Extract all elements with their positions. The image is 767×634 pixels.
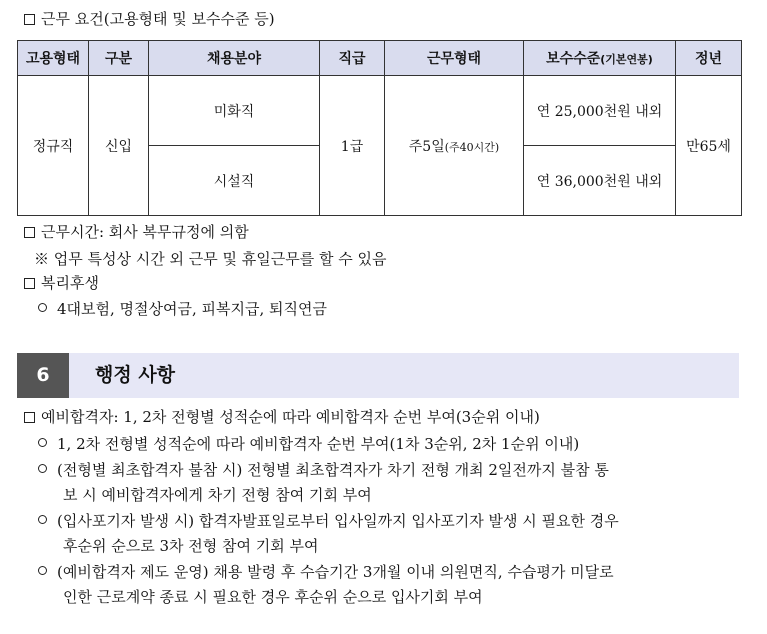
welfare-heading [24,273,99,293]
circle-bullet-icon [38,438,47,447]
admin-item-4-line2: 인한 근로계약 종료 시 필요한 경우 후순위 순으로 입사기회 부여 [63,588,483,606]
welfare-item-text: 4대보험, 명절상여금, 피복지급, 퇴직연금 [57,300,327,318]
header-field: 채용분야 [149,41,320,76]
table-header-row [18,41,742,76]
section-title: 행정 사항 [95,364,176,386]
admin-item-3 [38,511,619,531]
conditions-table [17,40,742,216]
checkbox-square-icon [24,412,35,423]
work-type-main: 주5일 [408,138,445,155]
cell-field-2: 시설직 [149,146,320,216]
admin-item-1 [38,434,579,454]
header-retirement: 정년 [676,41,742,76]
work-hours [24,222,249,242]
admin-item-4-line1: (예비합격자 제도 운영) 채용 발령 후 수습기간 3개월 이내 의원면직, 수습평가 미달로 [57,563,614,581]
circle-bullet-icon [38,515,47,524]
checkbox-square-icon [24,227,35,238]
circle-bullet-icon [38,303,47,312]
admin-main [24,407,540,427]
cell-salary-2: 연 36,000천원 내외 [524,146,676,216]
admin-item-2 [38,460,609,480]
header-employment-type: 고용형태 [18,41,89,76]
circle-bullet-icon [38,464,47,473]
header-salary [524,41,676,76]
checkbox-square-icon [24,278,35,289]
cell-employment-type: 정규직 [18,76,89,216]
checkbox-square-icon [24,14,35,25]
circle-bullet-icon [38,566,47,575]
section-number: 6 [17,353,69,398]
work-type-sub: (주40시간) [444,140,500,154]
work-note: ※ 업무 특성상 시간 외 근무 및 휴일근무를 할 수 있음 [34,250,387,268]
admin-item-3-line1: (입사포기자 발생 시) 합격자발표일로부터 입사일까지 입사포기자 발생 시 필요한 경우 [57,512,619,530]
cell-salary-1: 연 25,000천원 내외 [524,76,676,146]
admin-item-2-line1: (전형별 최초합격자 불참 시) 전형별 최초합격자가 차기 전형 개최 2일전까지 불참 통 [57,461,609,479]
admin-item-4 [38,562,614,582]
welfare-item [38,299,327,319]
admin-item-2-line2: 보 시 예비합격자에게 차기 전형 참여 기회 부여 [63,486,372,504]
conditions-heading [24,9,275,29]
table-row [18,76,742,146]
header-work-type: 근무형태 [385,41,524,76]
header-salary-sub: (기본연봉) [600,53,653,66]
conditions-heading-text: 근무 요건(고용형태 및 보수수준 등) [41,10,275,28]
cell-retirement: 만65세 [676,76,742,216]
header-grade: 직급 [320,41,385,76]
header-category: 구분 [89,41,149,76]
work-hours-text: 근무시간: 회사 복무규정에 의함 [41,223,249,241]
admin-item-1-text: 1, 2차 전형별 성적순에 따라 예비합격자 순번 부여(1차 3순위, 2차 1순위 이내) [57,435,580,453]
cell-category: 신입 [89,76,149,216]
admin-item-3-line2: 후순위 순으로 3차 전형 참여 기회 부여 [63,537,319,555]
cell-work-type [385,76,524,216]
cell-grade: 1급 [320,76,385,216]
admin-main-text: 예비합격자: 1, 2차 전형별 성적순에 따라 예비합격자 순번 부여(3순위 이내) [41,408,540,426]
cell-field-1: 미화직 [149,76,320,146]
welfare-title: 복리후생 [41,274,99,292]
header-salary-text: 보수수준 [546,51,601,67]
section-header [17,353,739,398]
